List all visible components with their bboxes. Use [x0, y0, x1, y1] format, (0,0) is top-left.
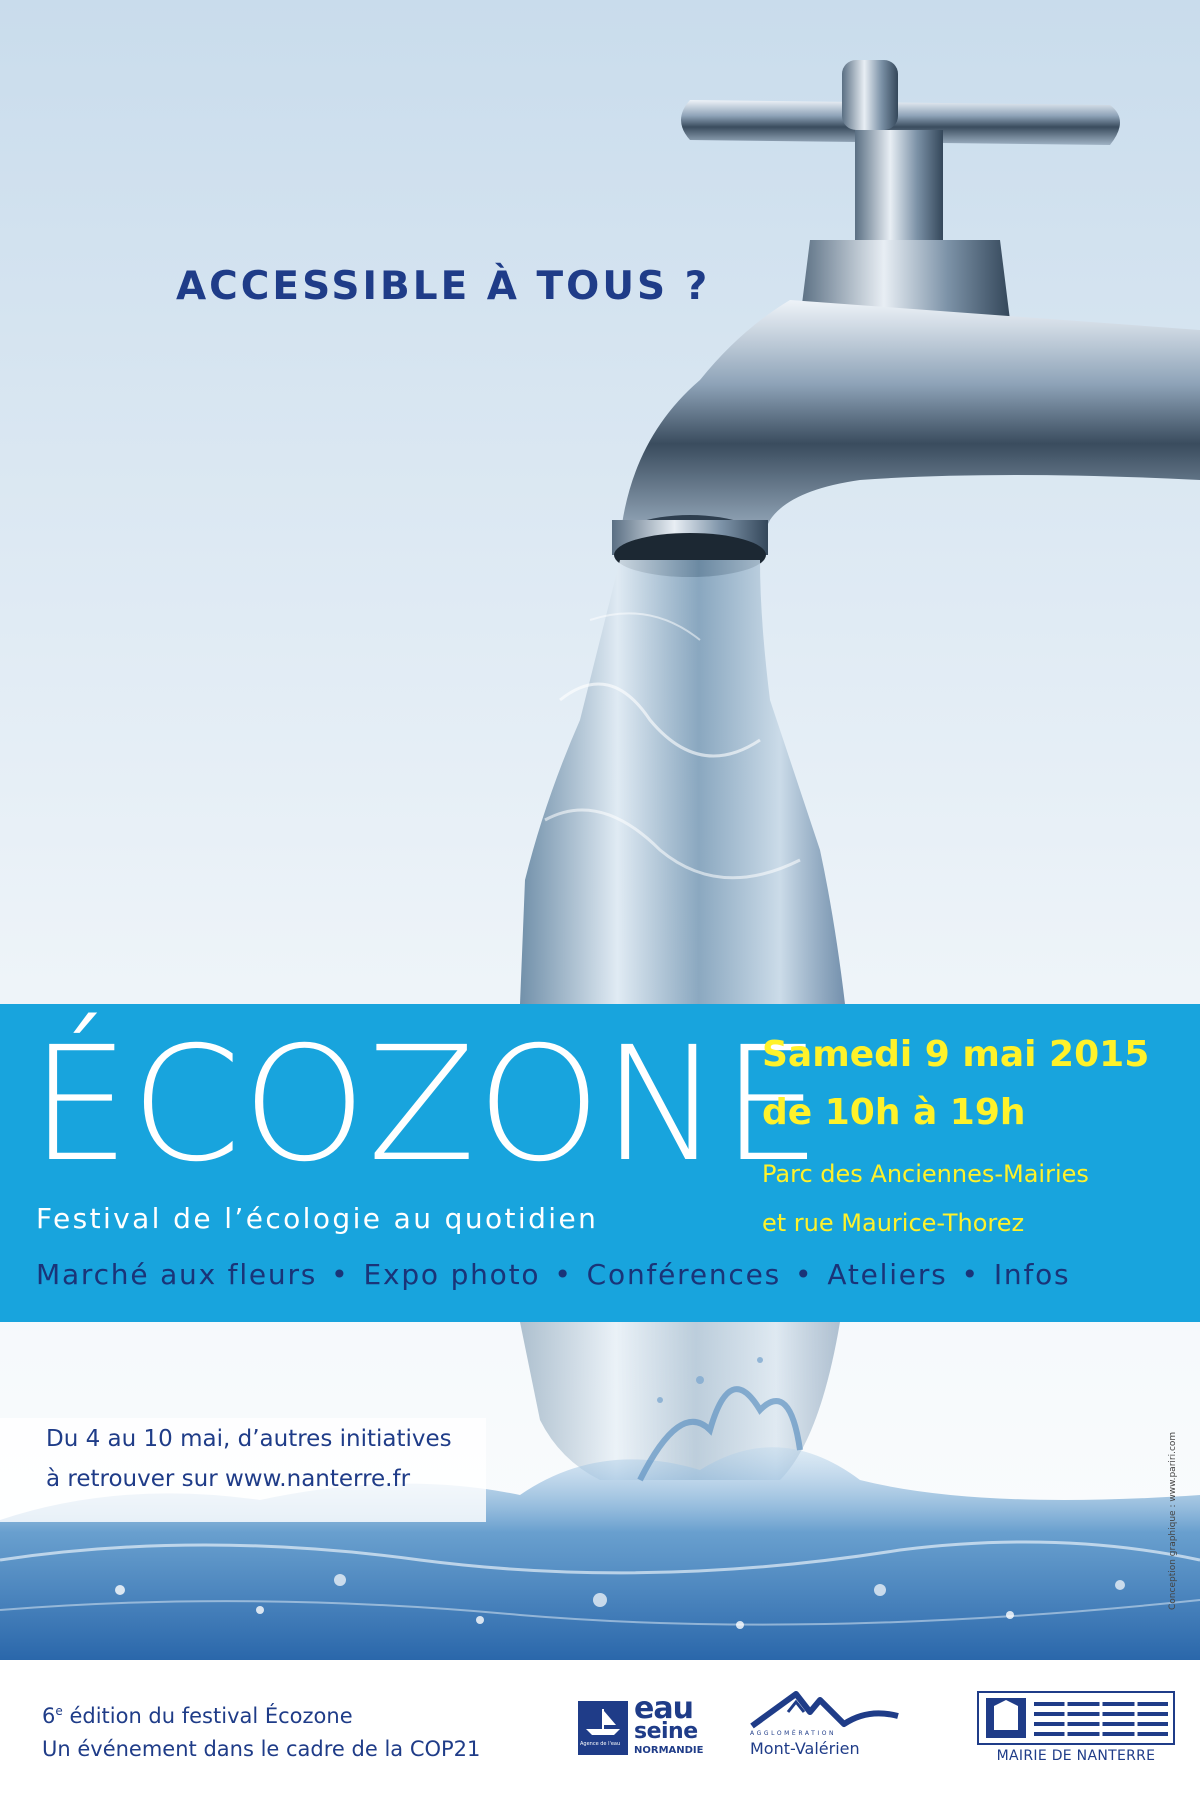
- activity-item: Infos: [993, 1258, 1071, 1291]
- activity-item: Ateliers: [827, 1258, 948, 1291]
- city-hall-icon: [976, 1690, 1176, 1746]
- event-hours: de 10h à 19h: [762, 1092, 1026, 1133]
- agglomeration-label: AGGLOMÉRATION: [750, 1730, 837, 1737]
- festival-title: ÉCOZONE: [30, 1013, 823, 1197]
- activities-list: [36, 1258, 1186, 1291]
- headline: ACCESSIBLE À TOUS ?: [176, 264, 711, 309]
- edition-number: 6: [42, 1704, 56, 1728]
- activity-item: Marché aux fleurs: [36, 1258, 318, 1291]
- venue-line-1: Parc des Anciennes-Mairies: [762, 1160, 1089, 1188]
- ship-icon: [578, 1701, 628, 1741]
- separator-bullet: •: [331, 1258, 350, 1291]
- mountain-wave-icon: [748, 1690, 938, 1732]
- venue-line-2: et rue Maurice-Thorez: [762, 1209, 1025, 1237]
- eau-seine-normandie-logo: [578, 1691, 708, 1765]
- seine-word: seine: [634, 1719, 698, 1744]
- separator-bullet: •: [795, 1258, 814, 1291]
- info-line-2[interactable]: à retrouver sur www.nanterre.fr: [46, 1466, 411, 1492]
- activity-item: Expo photo: [363, 1258, 541, 1291]
- edition-superscript: e: [55, 1704, 63, 1718]
- design-credit: Conception graphique : www.pariri.com: [1168, 1431, 1178, 1610]
- normandie-word: NORMANDIE: [634, 1745, 704, 1756]
- event-date: Samedi 9 mai 2015: [762, 1034, 1150, 1075]
- mont-valerien-name: Mont-Valérien: [750, 1739, 860, 1758]
- info-line-1: Du 4 au 10 mai, d’autres initiatives: [46, 1426, 452, 1452]
- mairie-nanterre-name: MAIRIE DE NANTERRE: [996, 1748, 1156, 1764]
- mont-valerien-logo: [748, 1690, 938, 1760]
- edition-line: [42, 1704, 562, 1728]
- mairie-nanterre-logo: [976, 1690, 1176, 1770]
- cop21-line: Un événement dans le cadre de la COP21: [42, 1737, 481, 1761]
- festival-subtitle: Festival de l’écologie au quotidien: [36, 1202, 599, 1235]
- eau-word: eau: [634, 1691, 693, 1726]
- separator-bullet: •: [554, 1258, 573, 1291]
- edition-text: édition du festival Écozone: [62, 1704, 353, 1728]
- separator-bullet: •: [961, 1258, 980, 1291]
- activity-item: Conférences: [586, 1258, 782, 1291]
- agency-label: Agence de l'eau: [580, 1741, 621, 1747]
